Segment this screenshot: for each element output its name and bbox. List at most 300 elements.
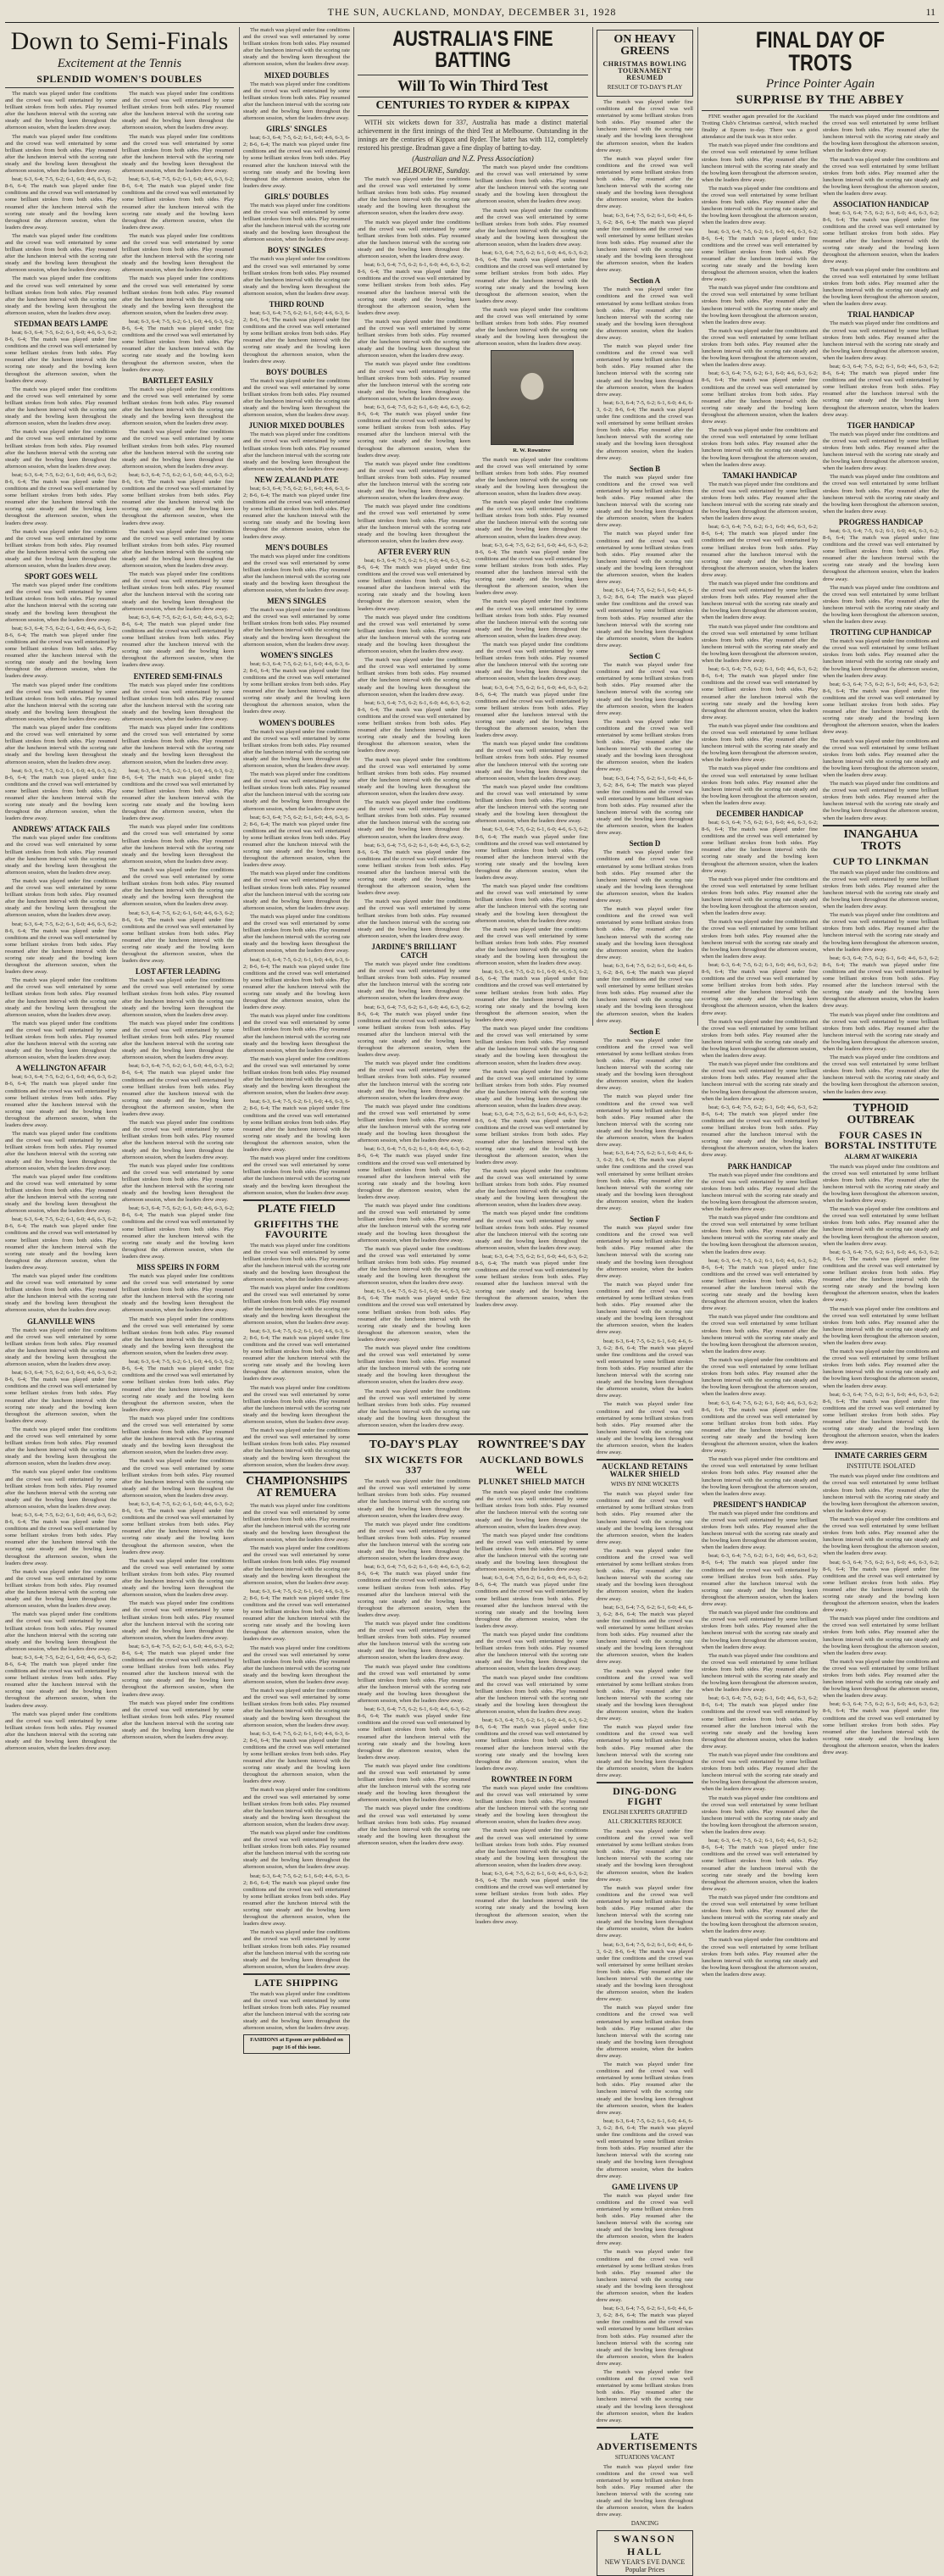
section-head: JARDINE'S BRILLIANT CATCH bbox=[371, 942, 457, 960]
body-paragraph: The match was played under fine conditions and the crowd was well entertained by some brilliant strokes from both sides. Play resumed after the luncheon interval with the scoring rate steady and the bowling keen throughout the afternoon session, when the leaders drew away. bbox=[243, 1929, 350, 1970]
body-paragraph: The match was played under fine conditions and the crowd was well entertained by some brilliant strokes from both sides. Play resumed after the luncheon interval with the scoring rate steady and the bowling keen throughout the afternoon session, when the leaders drew away. bbox=[122, 1316, 234, 1357]
cricket-deck: CENTURIES TO RYDER & KIPPAX bbox=[375, 99, 570, 112]
masthead bbox=[5, 3, 939, 23]
body-paragraph: The match was played under fine conditions and the crowd was well entertained by some brilliant strokes from both sides. Play resumed after the luncheon interval with the scoring rate steady and the bowling keen throughout the afternoon session, when the leaders drew away. bbox=[823, 1516, 939, 1557]
body-paragraph: The match was played under fine conditions and the crowd was well entertained by some brilliant strokes from both sides. Play resumed after the luncheon interval with the scoring rate steady and the bowling keen throughout the afternoon session, when the leaders drew away. bbox=[597, 1037, 693, 1092]
body-paragraph: beat; 6-3, 6-4; 7-5, 6-2; 6-1, 6-0; 4-6, 6-3, 6-2; 8-6, 6-4; The match was played under fine conditions and the crowd was well entertained by some brilliant strokes from both sides. Play resumed after the luncheon interval with the scoring rate steady and the bowling keen throughout the afternoon session, when the leaders drew away. bbox=[122, 319, 234, 373]
section-head: AFTER EVERY RUN bbox=[377, 547, 451, 556]
column-rule bbox=[697, 27, 698, 1026]
body-paragraph: beat; 6-3, 6-4; 7-5, 6-2; 6-1, 6-0; 4-6, 6-3, 6-2; 8-6, 6-4; The match was played under fine conditions and the crowd was well entertained by some brilliant strokes from both sides. Play resumed after the luncheon interval with the scoring rate steady and the bowling keen throughout the afternoon session, when the leaders drew away. bbox=[475, 684, 588, 739]
body-paragraph: The match was played under fine conditions and the crowd was well entertained by some brilliant strokes from both sides. Play resumed after the luncheon interval with the scoring rate steady and the bowling keen throughout the afternoon session, when the leaders drew away. bbox=[702, 327, 818, 369]
body-paragraph: beat; 6-3, 6-4; 7-5, 6-2; 6-1, 6-0; 4-6, 6-3, 6-2; 8-6, 6-4; The match was played under fine conditions and the crowd was well entertained by some brilliant strokes from both sides. Play resumed after the luncheon interval with the scoring rate steady and the bowling keen throughout the afternoon session, when the leaders drew away. bbox=[243, 1327, 350, 1383]
body-paragraph: The match was played under fine conditions and the crowd was well entertained by some brilliant strokes from both sides. Play resumed after the luncheon interval with the scoring rate steady and the bowling keen throughout the afternoon session, when the leaders drew away. bbox=[475, 207, 588, 248]
body-paragraph: The match was played under fine conditions and the crowd was well entertained by some brilliant strokes from both sides. Play resumed after the luncheon interval with the scoring rate steady and the bowling keen throughout the afternoon session, when the leaders drew away. bbox=[5, 133, 117, 175]
body-paragraph: The match was played under fine conditions and the crowd was well entertained by some brilliant strokes from both sides. Play resumed after the luncheon interval with the scoring rate steady and the bowling keen throughout the afternoon session, when the leaders drew away. bbox=[243, 1242, 350, 1283]
body-paragraph: The match was played under fine conditions and the crowd was well entertained by some brilliant strokes from both sides. Play resumed after the luncheon interval with the scoring rate steady and the bowling keen throughout the afternoon session, when the leaders drew away. bbox=[823, 869, 939, 910]
body-paragraph: The match was played under fine conditions and the crowd was well entertained by some brilliant strokes from both sides. Play resumed after the luncheon interval with the scoring rate steady and the bowling keen throughout the afternoon session, when the leaders drew away. bbox=[358, 614, 470, 655]
body-paragraph: The match was played under fine conditions and the crowd was well entertained by some brilliant strokes from both sides. Play resumed after the luncheon interval with the scoring rate steady and the bowling keen throughout the afternoon session, when the leaders drew away. bbox=[823, 1305, 939, 1346]
cricket-article bbox=[358, 27, 588, 1925]
inmate-body bbox=[823, 1473, 939, 1756]
body-paragraph: beat; 6-3, 6-4; 7-5, 6-2; 6-1, 6-0; 4-6, 6-3, 6-2; 8-6, 6-4; The match was played under fine conditions and the crowd was well entertained by some brilliant strokes from both sides. Play resumed after the luncheon interval with the scoring rate steady and the bowling keen throughout the afternoon session, when the leaders drew away. bbox=[823, 1559, 939, 1614]
section-head: ANDREWS' ATTACK FAILS bbox=[12, 825, 110, 834]
body-paragraph: The match was played under fine conditions and the crowd was well entertained by some brilliant strokes from both sides. Play resumed after the luncheon interval with the scoring rate steady and the bowling keen throughout the afternoon session, when the leaders drew away. bbox=[5, 232, 117, 274]
body-paragraph: The match was played under fine conditions and the crowd was well entertained by some brilliant strokes from both sides. Play resumed after the luncheon interval with the scoring rate steady and the bowling keen throughout the afternoon session, when the leaders drew away. bbox=[702, 1456, 818, 1497]
body-paragraph: The match was played under fine conditions and the crowd was well entertained by some brilliant strokes from both sides. Play resumed after the luncheon interval with the scoring rate steady and the bowling keen throughout the afternoon session, when the leaders drew away. bbox=[702, 185, 818, 226]
body-paragraph: The match was played under fine conditions and the crowd was well entertained by some brilliant strokes from both sides. Play resumed after the luncheon interval with the scoring rate steady and the bowling keen throughout the afternoon session, when the leaders drew away. bbox=[122, 386, 234, 427]
section-head: ENTERED SEMI-FINALS bbox=[133, 671, 223, 681]
body-paragraph: The match was played under fine conditions and the crowd was well entertained by some brilliant strokes from both sides. Play resumed after the luncheon interval with the scoring rate steady and the bowling keen throughout the afternoon session, when the leaders drew away. bbox=[243, 1990, 350, 2032]
body-paragraph: The match was played under fine conditions and the crowd was well entertained by some brilliant strokes from both sides. Play resumed after the luncheon interval with the scoring rate steady and the bowling keen throughout the afternoon session, when the leaders drew away. bbox=[702, 1937, 818, 1978]
body-paragraph: The match was played under fine conditions and the crowd was well entertained by some brilliant strokes from both sides. Play resumed after the luncheon interval with the scoring rate steady and the bowling keen throughout the afternoon session, when the leaders drew away. bbox=[823, 1011, 939, 1052]
typhoid-head: TYPHOID OUTBREAK bbox=[847, 1101, 915, 1127]
cricket-body-right-top bbox=[475, 164, 588, 348]
section-head: MIXED DOUBLES bbox=[264, 70, 330, 80]
body-paragraph: beat; 6-3, 6-4; 7-5, 6-2; 6-1, 6-0; 4-6, 6-3, 6-2; 8-6, 6-4; The match was played under fine conditions and the crowd was well entertained by some brilliant strokes from both sides. Play resumed after the luncheon interval with the scoring rate steady and the bowling keen throughout the afternoon session, when the leaders drew away. bbox=[475, 826, 588, 882]
plate-field-body bbox=[243, 1243, 350, 1469]
cricket-body-left bbox=[358, 176, 470, 1429]
section-head: TRIAL HANDICAP bbox=[847, 310, 914, 320]
body-paragraph: The match was played under fine conditions and the crowd was well entertained by some brilliant strokes from both sides. Play resumed after the luncheon interval with the scoring rate steady and the bowling keen throughout the afternoon session, when the leaders drew away. bbox=[358, 657, 470, 698]
body-paragraph: beat; 6-3, 6-4; 7-5, 6-2; 6-1, 6-0; 4-6, 6-3, 6-2; 8-6, 6-4; The match was played under fine conditions and the crowd was well entertained by some brilliant strokes from both sides. Play resumed after the luncheon interval with the scoring rate steady and the bowling keen throughout the afternoon session, when the leaders drew away. bbox=[475, 969, 588, 1023]
body-paragraph: beat; 6-3, 6-4; 7-5, 6-2; 6-1, 6-0; 4-6, 6-3, 6-2; 8-6, 6-4; The match was played under fine conditions and the crowd was well entertained by some brilliant strokes from both sides. Play resumed after the luncheon interval with the scoring rate steady and the bowling keen throughout the afternoon session, when the leaders drew away. bbox=[122, 471, 234, 526]
body-paragraph: The match was played under fine conditions and the crowd was well entertained by some brilliant strokes from both sides. Play resumed after the luncheon interval with the scoring rate steady and the bowling keen throughout the afternoon session, when the leaders drew away. bbox=[597, 1547, 693, 1602]
body-paragraph: The match was played under fine conditions and the crowd was well entertained by some brilliant strokes from both sides. Play resumed after the luncheon interval with the scoring rate steady and the bowling keen throughout the afternoon session, when the leaders drew away. bbox=[243, 1502, 350, 1544]
column-rule bbox=[592, 27, 593, 1026]
body-paragraph: The match was played under fine conditions and the crowd was well entertained by some brilliant strokes from both sides. Play resumed after the luncheon interval with the scoring rate steady and the bowling keen throughout the afternoon session, when the leaders drew away. bbox=[122, 1120, 234, 1160]
body-paragraph: beat; 6-3, 6-4; 7-5, 6-2; 6-1, 6-0; 4-6, 6-3, 6-2; 8-6, 6-4; The match was played under fine conditions and the crowd was well entertained by some brilliant strokes from both sides. Play resumed after the luncheon interval with the scoring rate steady and the bowling keen throughout the afternoon session, when the leaders drew away. bbox=[5, 921, 117, 976]
body-paragraph: The match was played under fine conditions and the crowd was well entertained by some brilliant strokes from both sides. Play resumed after the luncheon interval with the scoring rate steady and the bowling keen throughout the afternoon session, when the leaders drew away. bbox=[358, 1060, 470, 1101]
newspaper-page bbox=[5, 3, 939, 2573]
body-paragraph: The match was played under fine conditions and the crowd was well entertained by some brilliant strokes from both sides. Play resumed after the luncheon interval with the scoring rate steady and the bowling keen throughout the afternoon session, when the leaders drew away. bbox=[597, 287, 693, 341]
body-paragraph: The match was played under fine conditions and the crowd was well entertained by some brilliant strokes from both sides. Play resumed after the luncheon interval with the scoring rate steady and the bowling keen throughout the afternoon session, when the leaders drew away. bbox=[5, 582, 117, 623]
body-paragraph: beat; 6-3, 6-4; 7-5, 6-2; 6-1, 6-0; 4-6, 6-3, 6-2; 8-6, 6-4; The match was played under fine conditions and the crowd was well entertained by some brilliant strokes from both sides. Play resumed after the luncheon interval with the scoring rate steady and the bowling keen throughout the afternoon session, when the leaders drew away. bbox=[702, 524, 818, 578]
body-paragraph: The match was played under fine conditions and the crowd was well entertained by some brilliant strokes from both sides. Play resumed after the luncheon interval with the scoring rate steady and the bowling keen throughout the afternoon session, when the leaders drew away. bbox=[243, 871, 350, 911]
section-head: GIRLS' SINGLES bbox=[266, 125, 327, 134]
body-paragraph: beat; 6-3, 6-4; 7-5, 6-2; 6-1, 6-0; 4-6, 6-3, 6-2; 8-6, 6-4; The match was played under fine conditions and the crowd was well entertained by some brilliant strokes from both sides. Play resumed after the luncheon interval with the scoring rate steady and the bowling keen throughout the afternoon session, when the leaders drew away. bbox=[823, 1249, 939, 1304]
body-paragraph: The match was played under fine conditions and the crowd was well entertained by some brilliant strokes from both sides. Play resumed after the luncheon interval with the scoring rate steady and the bowling keen throughout the afternoon session, when the leaders drew away. bbox=[597, 1828, 693, 1883]
section-head: PRESIDENT'S HANDICAP bbox=[713, 1499, 807, 1509]
body-paragraph: beat; 6-3, 6-4; 7-5, 6-2; 6-1, 6-0; 4-6, 6-3, 6-2; 8-6, 6-4; The match was played under fine conditions and the crowd was well entertained by some brilliant strokes from both sides. Play resumed after the luncheon interval with the scoring rate steady and the bowling keen throughout the afternoon session, when the leaders drew away. bbox=[475, 1871, 588, 1925]
column-rule bbox=[353, 27, 354, 1026]
body-paragraph: The match was played under fine conditions and the crowd was well entertained by some brilliant strokes from both sides. Play resumed after the luncheon interval with the scoring rate steady and the bowling keen throughout the afternoon session, when the leaders drew away. bbox=[358, 1762, 470, 1804]
dancing-head: DANCING bbox=[630, 2519, 659, 2527]
section-head: MEN'S DOUBLES bbox=[265, 542, 328, 552]
portrait-photo bbox=[491, 350, 574, 445]
body-paragraph: The match was played under fine conditions and the crowd was well entertained by some brilliant strokes from both sides. Play resumed after the luncheon interval with the scoring rate steady and the bowling keen throughout the afternoon session, when the leaders drew away. bbox=[475, 1784, 588, 1826]
rowntree-day-head: ROWNTREE'S DAY bbox=[477, 1438, 586, 1452]
tennis-results-body bbox=[243, 27, 350, 1197]
body-paragraph: beat; 6-3, 6-4; 7-5, 6-2; 6-1, 6-0; 4-6, 6-3, 6-2; 8-6, 6-4; The match was played under fine conditions and the crowd was well entertained by some brilliant strokes from both sides. Play resumed after the luncheon interval with the scoring rate steady and the bowling keen throughout the afternoon session, when the leaders drew away. bbox=[475, 1111, 588, 1166]
body-paragraph: The match was played under fine conditions and the crowd was well entertained by some brilliant strokes from both sides. Play resumed after the luncheon interval with the scoring rate steady and the bowling keen throughout the afternoon session, when the leaders drew away. bbox=[702, 1610, 818, 1650]
body-paragraph: The match was played under fine conditions and the crowd was well entertained by some brilliant strokes from both sides. Play resumed after the luncheon interval with the scoring rate steady and the bowling keen throughout the afternoon session, when the leaders drew away. bbox=[358, 1203, 470, 1243]
body-paragraph: beat; 6-3, 6-4; 7-5, 6-2; 6-1, 6-0; 4-6, 6-3, 6-2; 8-6, 6-4; The match was played under fine conditions and the crowd was well entertained by some brilliant strokes from both sides. Play resumed after the luncheon interval with the scoring rate steady and the bowling keen throughout the afternoon session, when the leaders drew away. bbox=[597, 2117, 693, 2179]
body-paragraph: The match was played under fine conditions and the crowd was well entertained by some brilliant strokes from both sides. Play resumed after the luncheon interval with the scoring rate steady and the bowling keen throughout the afternoon session, when the leaders drew away. bbox=[358, 504, 470, 544]
body-paragraph: The match was played under fine conditions and the crowd was well entertained by some brilliant strokes from both sides. Play resumed after the luncheon interval with the scoring rate steady and the bowling keen throughout the afternoon session, when the leaders drew away. bbox=[597, 2061, 693, 2116]
body-paragraph: beat; 6-3, 6-4; 7-5, 6-2; 6-1, 6-0; 4-6, 6-3, 6-2; 8-6, 6-4; The match was played under fine conditions and the crowd was well entertained by some brilliant strokes from both sides. Play resumed after the luncheon interval with the scoring rate steady and the bowling keen throughout the afternoon session, when the leaders drew away. bbox=[243, 1872, 350, 1928]
body-paragraph: The match was played under fine conditions and the crowd was well entertained by some brilliant strokes from both sides. Play resumed after the luncheon interval with the scoring rate steady and the bowling keen throughout the afternoon session, when the leaders drew away. bbox=[358, 1103, 470, 1144]
body-paragraph: The match was played under fine conditions and the crowd was well entertained by some brilliant strokes from both sides. Play resumed after the luncheon interval with the scoring rate steady and the bowling keen throughout the afternoon session, when the leaders drew away. bbox=[597, 1093, 693, 1149]
body-paragraph: beat; 6-3, 6-4; 7-5, 6-2; 6-1, 6-0; 4-6, 6-3, 6-2; 8-6, 6-4; The match was played under fine conditions and the crowd was well entertained by some brilliant strokes from both sides. Play resumed after the luncheon interval with the scoring rate steady and the bowling keen throughout the afternoon session, when the leaders drew away. bbox=[358, 1146, 470, 1201]
body-paragraph: The match was played under fine conditions and the crowd was well entertained by some brilliant strokes from both sides. Play resumed after the luncheon interval with the scoring rate steady and the bowling keen throughout the afternoon session, when the leaders drew away. bbox=[358, 756, 470, 797]
section-head: Section A bbox=[629, 276, 661, 286]
body-paragraph: beat; 6-3, 6-4; 7-5, 6-2; 6-1, 6-0; 4-6, 6-3, 6-2; 8-6, 6-4; The match was played under fine conditions and the crowd was well entertained by some brilliant strokes from both sides. Play resumed after the luncheon interval with the scoring rate steady and the bowling keen throughout the afternoon session, when the leaders drew away. bbox=[823, 527, 939, 582]
body-paragraph: The match was played under fine conditions and the crowd was well entertained by some brilliant strokes from both sides. Play resumed after the luncheon interval with the scoring rate steady and the bowling keen throughout the afternoon session, when the leaders drew away. bbox=[597, 662, 693, 716]
hall-prices: Popular Prices bbox=[625, 2565, 665, 2573]
body-paragraph: beat; 6-3, 6-4; 7-5, 6-2; 6-1, 6-0; 4-6, 6-3, 6-2; 8-6, 6-4; The match was played under fine conditions and the crowd was well entertained by some brilliant strokes from both sides. Play resumed after the luncheon interval with the scoring rate steady and the bowling keen throughout the afternoon session, when the leaders drew away. bbox=[823, 1701, 939, 1756]
bowling-column bbox=[597, 27, 698, 2573]
trots-body-right bbox=[823, 114, 939, 822]
body-paragraph: beat; 6-3, 6-4; 7-5, 6-2; 6-1, 6-0; 4-6, 6-3, 6-2; 8-6, 6-4; The match was played under fine conditions and the crowd was well entertained by some brilliant strokes from both sides. Play resumed after the luncheon interval with the scoring rate steady and the bowling keen throughout the afternoon session, when the leaders drew away. bbox=[823, 954, 939, 1010]
body-paragraph: The match was played under fine conditions and the crowd was well entertained by some brilliant strokes from both sides. Play resumed after the luncheon interval with the scoring rate steady and the bowling keen throughout the afternoon session, when the leaders drew away. bbox=[597, 2249, 693, 2304]
game-livens-body bbox=[597, 2193, 693, 2424]
body-paragraph: beat; 6-3, 6-4; 7-5, 6-2; 6-1, 6-0; 4-6, 6-3, 6-2; 8-6, 6-4; The match was played under fine conditions and the crowd was well entertained by some brilliant strokes from both sides. Play resumed after the luncheon interval with the scoring rate steady and the bowling keen throughout the afternoon session, when the leaders drew away. bbox=[243, 485, 350, 540]
body-paragraph: beat; 6-3, 6-4; 7-5, 6-2; 6-1, 6-0; 4-6, 6-3, 6-2; 8-6, 6-4; The match was played under fine conditions and the crowd was well entertained by some brilliant strokes from both sides. Play resumed after the luncheon interval with the scoring rate steady and the bowling keen throughout the afternoon session, when the leaders drew away. bbox=[358, 404, 470, 459]
body-paragraph: beat; 6-3, 6-4; 7-5, 6-2; 6-1, 6-0; 4-6, 6-3, 6-2; 8-6, 6-4; The match was played under fine conditions and the crowd was well entertained by some brilliant strokes from both sides. Play resumed after the luncheon interval with the scoring rate steady and the bowling keen throughout the afternoon session, when the leaders drew away. bbox=[475, 542, 588, 597]
body-paragraph: The match was played under fine conditions and the crowd was well entertained by some brilliant strokes from both sides. Play resumed after the luncheon interval with the scoring rate steady and the bowling keen throughout the afternoon session, when the leaders drew away. bbox=[702, 623, 818, 665]
body-paragraph: beat; 6-3, 6-4; 7-5, 6-2; 6-1, 6-0; 4-6, 6-3, 6-2; 8-6, 6-4; The match was played under fine conditions and the crowd was well entertained by some brilliant strokes from both sides. Play resumed after the luncheon interval with the scoring rate steady and the bowling keen throughout the afternoon session, when the leaders drew away. bbox=[597, 1941, 693, 2003]
body-paragraph: beat; 6-3, 6-4; 7-5, 6-2; 6-1, 6-0; 4-6, 6-3, 6-2; 8-6, 6-4; The match was played under fine conditions and the crowd was well entertained by some brilliant strokes from both sides. Play resumed after the luncheon interval with the scoring rate steady and the bowling keen throughout the afternoon session, when the leaders drew away. bbox=[702, 370, 818, 426]
body-paragraph: The match was played under fine conditions and the crowd was well entertained by some brilliant strokes from both sides. Play resumed after the luncheon interval with the scoring rate steady and the bowling keen throughout the afternoon session, when the leaders drew away. bbox=[597, 343, 693, 398]
championships-head: CHAMPIONSHIPS AT REMUERA bbox=[246, 1474, 347, 1499]
body-paragraph: The match was played under fine conditions and the crowd was well entertained by some brilliant strokes from both sides. Play resumed after the luncheon interval with the scoring rate steady and the bowling keen throughout the afternoon session, when the leaders drew away. bbox=[243, 771, 350, 812]
body-paragraph: The match was played under fine conditions and the crowd was well entertained by some brilliant strokes from both sides. Play resumed after the luncheon interval with the scoring rate steady and the bowling keen throughout the afternoon session, when the leaders drew away. bbox=[702, 919, 818, 960]
body-paragraph: beat; 6-3, 6-4; 7-5, 6-2; 6-1, 6-0; 4-6, 6-3, 6-2; 8-6, 6-4; The match was played under fine conditions and the crowd was well entertained by some brilliant strokes from both sides. Play resumed after the luncheon interval with the scoring rate steady and the bowling keen throughout the afternoon session, when the leaders drew away. bbox=[702, 1553, 818, 1608]
body-paragraph: beat; 6-3, 6-4; 7-5, 6-2; 6-1, 6-0; 4-6, 6-3, 6-2; 8-6, 6-4; The match was played under fine conditions and the crowd was well entertained by some brilliant strokes from both sides. Play resumed after the luncheon interval with the scoring rate steady and the bowling keen throughout the afternoon session, when the leaders drew away. bbox=[5, 1074, 117, 1129]
section-head: TIGER HANDICAP bbox=[847, 420, 915, 430]
body-paragraph: The match was played under fine conditions and the crowd was well entertained by some brilliant strokes from both sides. Play resumed after the luncheon interval with the scoring rate steady and the bowling keen throughout the afternoon session, when the leaders drew away. bbox=[5, 1711, 117, 1752]
section-head: NEW ZEALAND PLATE bbox=[254, 475, 339, 484]
body-paragraph: The match was played under fine conditions and the crowd was well entertained by some brilliant strokes from both sides. Play resumed after the luncheon interval with the scoring rate steady and the bowling keen throughout the afternoon session, when the leaders drew away. bbox=[702, 1018, 818, 1060]
section-head: Section F bbox=[630, 1215, 660, 1224]
body-paragraph: The match was played under fine conditions and the crowd was well entertained by some brilliant strokes from both sides. Play resumed after the luncheon interval with the scoring rate steady and the bowling keen throughout the afternoon session, when the leaders drew away. bbox=[597, 1884, 693, 1939]
body-paragraph: The match was played under fine conditions and the crowd was well entertained by some brilliant strokes from both sides. Play resumed after the luncheon interval with the scoring rate steady and the bowling keen throughout the afternoon session, when the leaders drew away. bbox=[597, 2005, 693, 2059]
body-paragraph: The match was played under fine conditions and the crowd was well entertained by some brilliant strokes from both sides. Play resumed after the luncheon interval with the scoring rate steady and the bowling keen throughout the afternoon session, when the leaders drew away. bbox=[358, 960, 470, 1002]
body-paragraph: The match was played under fine conditions and the crowd was well entertained by some brilliant strokes from both sides. Play resumed after the luncheon interval with the scoring rate steady and the bowling keen throughout the afternoon session, when the leaders drew away. bbox=[597, 906, 693, 960]
body-paragraph: beat; 6-3, 6-4; 7-5, 6-2; 6-1, 6-0; 4-6, 6-3, 6-2; 8-6, 6-4; The match was played under fine conditions and the crowd was well entertained by some brilliant strokes from both sides. Play resumed after the luncheon interval with the scoring rate steady and the bowling keen throughout the afternoon session, when the leaders drew away. bbox=[597, 1604, 693, 1666]
body-paragraph: beat; 6-3, 6-4; 7-5, 6-2; 6-1, 6-0; 4-6, 6-3, 6-2; 8-6, 6-4; The match was played under fine conditions and the crowd was well entertained by some brilliant strokes from both sides. Play resumed after the luncheon interval with the scoring rate steady and the bowling keen throughout the afternoon session, when the leaders drew away. bbox=[358, 1706, 470, 1761]
body-paragraph: The match was played under fine conditions and the crowd was well entertained by some brilliant strokes from both sides. Play resumed after the luncheon interval with the scoring rate steady and the bowling keen throughout the afternoon session, when the leaders drew away. bbox=[702, 1752, 818, 1793]
body-paragraph: The match was played under fine conditions and the crowd was well entertained by some brilliant strokes from both sides. Play resumed after the luncheon interval with the scoring rate steady and the bowling keen throughout the afternoon session, when the leaders drew away. bbox=[5, 1469, 117, 1510]
body-paragraph: beat; 6-3, 6-4; 7-5, 6-2; 6-1, 6-0; 4-6, 6-3, 6-2; 8-6, 6-4; The match was played under fine conditions and the crowd was well entertained by some brilliant strokes from both sides. Play resumed after the luncheon interval with the scoring rate steady and the bowling keen throughout the afternoon session, when the leaders drew away. bbox=[597, 962, 693, 1024]
hall-event: NEW YEAR'S EVE DANCE bbox=[604, 2557, 686, 2566]
body-paragraph: beat; 6-3, 6-4; 7-5, 6-2; 6-1, 6-0; 4-6, 6-3, 6-2; 8-6, 6-4; The match was played under fine conditions and the crowd was well entertained by some brilliant strokes from both sides. Play resumed after the luncheon interval with the scoring rate steady and the bowling keen throughout the afternoon session, when the leaders drew away. bbox=[5, 176, 117, 231]
body-paragraph: The match was played under fine conditions and the crowd was well entertained by some brilliant strokes from both sides. Play resumed after the luncheon interval with the scoring rate steady and the bowling keen throughout the afternoon session, when the leaders drew away. bbox=[475, 456, 588, 497]
body-paragraph: The match was played under fine conditions and the crowd was well entertained by some brilliant strokes from both sides. Play resumed after the luncheon interval with the scoring rate steady and the bowling keen throughout the afternoon session, when the leaders drew away. bbox=[702, 1314, 818, 1355]
body-paragraph: beat; 6-3, 6-4; 7-5, 6-2; 6-1, 6-0; 4-6, 6-3, 6-2; 8-6, 6-4; The match was played under fine conditions and the crowd was well entertained by some brilliant strokes from both sides. Play resumed after the luncheon interval with the scoring rate steady and the bowling keen throughout the afternoon session, when the leaders drew away. bbox=[702, 820, 818, 874]
section-head: SPORT GOES WELL bbox=[25, 572, 97, 581]
body-paragraph: The match was played under fine conditions and the crowd was well entertained by some brilliant strokes from both sides. Play resumed after the luncheon interval with the scoring rate steady and the bowling keen throughout the afternoon session, when the leaders drew away. bbox=[475, 1532, 588, 1573]
body-paragraph: The match was played under fine conditions and the crowd was well entertained by some brilliant strokes from both sides. Play resumed after the luncheon interval with the scoring rate steady and the bowling keen throughout the afternoon session, when the leaders drew away. bbox=[243, 202, 350, 243]
body-paragraph: The match was played under fine conditions and the crowd was well entertained by some brilliant strokes from both sides. Play resumed after the luncheon interval with the scoring rate steady and the bowling keen throughout the afternoon session, when the leaders drew away. bbox=[475, 1489, 588, 1530]
body-paragraph: The match was played under fine conditions and the crowd was well entertained by some brilliant strokes from both sides. Play resumed after the luncheon interval with the scoring rate steady and the bowling keen throughout the afternoon session, when the leaders drew away. bbox=[122, 1600, 234, 1641]
body-paragraph: The match was played under fine conditions and the crowd was well entertained by some brilliant strokes from both sides. Play resumed after the luncheon interval with the scoring rate steady and the bowling keen throughout the afternoon session, when the leaders drew away. bbox=[702, 581, 818, 621]
section-head: BOYS' DOUBLES bbox=[265, 367, 328, 376]
body-paragraph: beat; 6-3, 6-4; 7-5, 6-2; 6-1, 6-0; 4-6, 6-3, 6-2; 8-6, 6-4; The match was played under fine conditions and the crowd was well entertained by some brilliant strokes from both sides. Play resumed after the luncheon interval with the scoring rate steady and the bowling keen throughout the afternoon session, when the leaders drew away. bbox=[358, 699, 470, 754]
section-head: MISS SPEIRS IN FORM bbox=[136, 1263, 219, 1271]
body-paragraph: The match was played under fine conditions and the crowd was well entertained by some brilliant strokes from both sides. Play resumed after the luncheon interval with the scoring rate steady and the bowling keen throughout the afternoon session, when the leaders drew away. bbox=[702, 427, 818, 468]
body-paragraph: The match was played under fine conditions and the crowd was well entertained by some brilliant strokes from both sides. Play resumed after the luncheon interval with the scoring rate steady and the bowling keen throughout the afternoon session, when the leaders drew away. bbox=[122, 429, 234, 470]
column-rule bbox=[239, 27, 240, 1026]
section-head: Section B bbox=[629, 464, 661, 473]
body-paragraph: beat; 6-3, 6-4; 7-5, 6-2; 6-1, 6-0; 4-6, 6-3, 6-2; 8-6, 6-4; The match was played under fine conditions and the crowd was well entertained by some brilliant strokes from both sides. Play resumed after the luncheon interval with the scoring rate steady and the bowling keen throughout the afternoon session, when the leaders drew away. bbox=[5, 471, 117, 526]
body-paragraph: beat; 6-3, 6-4; 7-5, 6-2; 6-1, 6-0; 4-6, 6-3, 6-2; 8-6, 6-4; The match was played under fine conditions and the crowd was well entertained by some brilliant strokes from both sides. Play resumed after the luncheon interval with the scoring rate steady and the bowling keen throughout the afternoon session, when the leaders drew away. bbox=[243, 660, 350, 715]
inangahua-sub: CUP TO LINKMAN bbox=[832, 854, 930, 867]
body-paragraph: beat; 6-3, 6-4; 7-5, 6-2; 6-1, 6-0; 4-6, 6-3, 6-2; 8-6, 6-4; The match was played under fine conditions and the crowd was well entertained by some brilliant strokes from both sides. Play resumed after the luncheon interval with the scoring rate steady and the bowling keen throughout the afternoon session, when the leaders drew away. bbox=[243, 1730, 350, 1785]
body-paragraph: The match was played under fine conditions and the crowd was well entertained by some brilliant strokes from both sides. Play resumed after the luncheon interval with the scoring rate steady and the bowling keen throughout the afternoon session, when the leaders drew away. bbox=[702, 1061, 818, 1102]
championships-body bbox=[243, 1503, 350, 1971]
section-head: PROGRESS HANDICAP bbox=[838, 517, 924, 526]
typhoid-sub: FOUR CASES IN BORSTAL INSTITUTE bbox=[825, 1128, 937, 1151]
section-head: STEDMAN BEATS LAMPE bbox=[14, 320, 108, 328]
body-paragraph: The match was played under fine conditions and the crowd was well entertained by some brilliant strokes from both sides. Play resumed after the luncheon interval with the scoring rate steady and the bowling keen throughout the afternoon session, when the leaders drew away. bbox=[243, 553, 350, 594]
inmate-head: INMATE CARRIES GERM bbox=[834, 1451, 928, 1460]
section-head: TROTTING CUP HANDICAP bbox=[830, 628, 932, 637]
trots-headline: FINAL DAY OF TROTS bbox=[755, 27, 886, 75]
body-paragraph: The match was played under fine conditions and the crowd was well entertained by some brilliant strokes from both sides. Play resumed after the luncheon interval with the scoring rate steady and the bowling keen throughout the afternoon session, when the leaders drew away. bbox=[5, 528, 117, 570]
section-head: A WELLINGTON AFFAIR bbox=[15, 1064, 107, 1073]
tennis-results bbox=[243, 27, 350, 2050]
body-paragraph: The match was played under fine conditions and the crowd was well entertained by some brilliant strokes from both sides. Play resumed after the luncheon interval with the scoring rate steady and the bowling keen throughout the afternoon session, when the leaders drew away. bbox=[475, 783, 588, 825]
body-paragraph: beat; 6-3, 6-4; 7-5, 6-2; 6-1, 6-0; 4-6, 6-3, 6-2; 8-6, 6-4; The match was played under fine conditions and the crowd was well entertained by some brilliant strokes from both sides. Play resumed after the luncheon interval with the scoring rate steady and the bowling keen throughout the afternoon session, when the leaders drew away. bbox=[243, 135, 350, 189]
hall-name-left: SWANSON bbox=[614, 2532, 676, 2545]
body-paragraph: The match was played under fine conditions and the crowd was well entertained by some brilliant strokes from both sides. Play resumed after the luncheon interval with the scoring rate steady and the bowling keen throughout the afternoon session, when the leaders drew away. bbox=[122, 91, 234, 131]
section-head: GLANVILLE WINS bbox=[26, 1316, 96, 1326]
body-paragraph: beat; 6-3, 6-4; 7-5, 6-2; 6-1, 6-0; 4-6, 6-3, 6-2; 8-6, 6-4; The match was played under fine conditions and the crowd was well entertained by some brilliant strokes from both sides. Play resumed after the luncheon interval with the scoring rate steady and the bowling keen throughout the afternoon session, when the leaders drew away. bbox=[122, 614, 234, 669]
section-head: THIRD ROUND bbox=[269, 300, 325, 309]
body-paragraph: The match was played under fine conditions and the crowd was well entertained by some brilliant strokes from both sides. Play resumed after the luncheon interval with the scoring rate steady and the bowling keen throughout the afternoon session, when the leaders drew away. bbox=[597, 1491, 693, 1545]
body-paragraph: The match was played under fine conditions and the crowd was well entertained by some brilliant strokes from both sides. Play resumed after the luncheon interval with the scoring rate steady and the bowling keen throughout the afternoon session, when the leaders drew away. bbox=[475, 598, 588, 639]
body-paragraph: The match was played under fine conditions and the crowd was well entertained by some brilliant strokes from both sides. Play resumed after the luncheon interval with the scoring rate steady and the bowling keen throughout the afternoon session, when the leaders drew away. bbox=[597, 474, 693, 529]
body-paragraph: The match was played under fine conditions and the crowd was well entertained by some brilliant strokes from both sides. Play resumed after the luncheon interval with the scoring rate steady and the bowling keen throughout the afternoon session, when the leaders drew away. bbox=[243, 1055, 350, 1097]
section-head: WOMEN'S SINGLES bbox=[260, 650, 333, 659]
body-paragraph: The match was played under fine conditions and the crowd was well entertained by some brilliant strokes from both sides. Play resumed after the luncheon interval with the scoring rate steady and the bowling keen throughout the afternoon session, when the leaders drew away. bbox=[823, 1206, 939, 1247]
body-paragraph: The match was played under fine conditions and the crowd was well entertained by some brilliant strokes from both sides. Play resumed after the luncheon interval with the scoring rate steady and the bowling keen throughout the afternoon session, when the leaders drew away. bbox=[122, 232, 234, 274]
body-paragraph: The match was played under fine conditions and the crowd was well entertained by some brilliant strokes from both sides. Play resumed after the luncheon interval with the scoring rate steady and the bowling keen throughout the afternoon session, when the leaders drew away. bbox=[5, 91, 117, 131]
rowntree-body bbox=[475, 1489, 588, 1772]
hall-name-right: HALL bbox=[626, 2545, 663, 2557]
body-paragraph: beat; 6-3, 6-4; 7-5, 6-2; 6-1, 6-0; 4-6, 6-3, 6-2; 8-6, 6-4; The match was played under fine conditions and the crowd was well entertained by some brilliant strokes from both sides. Play resumed after the luncheon interval with the scoring rate steady and the bowling keen throughout the afternoon session, when the leaders drew away. bbox=[358, 1288, 470, 1343]
press-association: (Australian and N.Z. Press Association) bbox=[412, 154, 534, 163]
body-paragraph: The match was played under fine conditions and the crowd was well entertained by some brilliant strokes from both sides. Play resumed after the luncheon interval with the scoring rate steady and the bowling keen throughout the afternoon session, when the leaders drew away. bbox=[5, 1273, 117, 1314]
body-paragraph: beat; 6-3, 6-4; 7-5, 6-2; 6-1, 6-0; 4-6, 6-3, 6-2; 8-6, 6-4; The match was played under fine conditions and the crowd was well entertained by some brilliant strokes from both sides. Play resumed after the luncheon interval with the scoring rate steady and the bowling keen throughout the afternoon session, when the leaders drew away. bbox=[122, 910, 234, 965]
body-paragraph: The match was played under fine conditions and the crowd was well entertained by some brilliant strokes from both sides. Play resumed after the luncheon interval with the scoring rate steady and the bowling keen throughout the afternoon session, when the leaders drew away. bbox=[823, 474, 939, 515]
body-paragraph: beat; 6-3, 6-4; 7-5, 6-2; 6-1, 6-0; 4-6, 6-3, 6-2; 8-6, 6-4; The match was played under fine conditions and the crowd was well entertained by some brilliant strokes from both sides. Play resumed after the luncheon interval with the scoring rate steady and the bowling keen throughout the afternoon session, when the leaders drew away. bbox=[358, 557, 470, 612]
body-paragraph: beat; 6-3, 6-4; 7-5, 6-2; 6-1, 6-0; 4-6, 6-3, 6-2; 8-6, 6-4; The match was played under fine conditions and the crowd was well entertained by some brilliant strokes from both sides. Play resumed after the luncheon interval with the scoring rate steady and the bowling keen throughout the afternoon session, when the leaders drew away. bbox=[243, 956, 350, 1011]
body-paragraph: The match was played under fine conditions and the crowd was well entertained by some brilliant strokes from both sides. Play resumed after the luncheon interval with the scoring rate steady and the bowling keen throughout the afternoon session, when the leaders drew away. bbox=[5, 1173, 117, 1215]
body-paragraph: beat; 6-3, 6-4; 7-5, 6-2; 6-1, 6-0; 4-6, 6-3, 6-2; 8-6, 6-4; The match was played under fine conditions and the crowd was well entertained by some brilliant strokes from both sides. Play resumed after the luncheon interval with the scoring rate steady and the bowling keen throughout the afternoon session, when the leaders drew away. bbox=[702, 228, 818, 283]
tennis-body-left bbox=[5, 91, 117, 1754]
body-paragraph: The match was played under fine conditions and the crowd was well entertained by some brilliant strokes from both sides. Play resumed after the luncheon interval with the scoring rate steady and the bowling keen throughout the afternoon session, when the leaders drew away. bbox=[823, 431, 939, 472]
body-paragraph: The match was played under fine conditions and the crowd was well entertained by some brilliant strokes from both sides. Play resumed after the luncheon interval with the scoring rate steady and the bowling keen throughout the afternoon session, when the leaders drew away. bbox=[243, 1545, 350, 1586]
body-paragraph: The match was played under fine conditions and the crowd was well entertained by some brilliant strokes from both sides. Play resumed after the luncheon interval with the scoring rate steady and the bowling keen throughout the afternoon session, when the leaders drew away. bbox=[823, 1658, 939, 1700]
body-paragraph: The match was played under fine conditions and the crowd was well entertained by some brilliant strokes from both sides. Play resumed after the luncheon interval with the scoring rate steady and the bowling keen throughout the afternoon session, when the leaders drew away. bbox=[358, 1478, 470, 1519]
section-head: WOMEN'S DOUBLES bbox=[258, 718, 335, 727]
body-paragraph: beat; 6-3, 6-4; 7-5, 6-2; 6-1, 6-0; 4-6, 6-3, 6-2; 8-6, 6-4; The match was played under fine conditions and the crowd was well entertained by some brilliant strokes from both sides. Play resumed after the luncheon interval with the scoring rate steady and the bowling keen throughout the afternoon session, when the leaders drew away. bbox=[5, 1216, 117, 1271]
section-head: MEN'S SINGLES bbox=[267, 597, 326, 606]
body-paragraph: The match was played under fine conditions and the crowd was well entertained by some brilliant strokes from both sides. Play resumed after the luncheon interval with the scoring rate steady and the bowling keen throughout the afternoon session, when the leaders drew away. bbox=[358, 176, 470, 217]
body-paragraph: The match was played under fine conditions and the crowd was well entertained by some brilliant strokes from both sides. Play resumed after the luncheon interval with the scoring rate steady and the bowling keen throughout the afternoon session, when the leaders drew away. bbox=[5, 275, 117, 316]
auckland-bowls-head: AUCKLAND BOWLS WELL bbox=[479, 1454, 585, 1477]
section-head: LOST AFTER LEADING bbox=[135, 967, 221, 976]
body-paragraph: The match was played under fine conditions and the crowd was well entertained by some brilliant strokes from both sides. Play resumed after the luncheon interval with the scoring rate steady and the bowling keen throughout the afternoon session, when the leaders drew away. bbox=[475, 1068, 588, 1110]
body-paragraph: The match was played under fine conditions and the crowd was well entertained by some brilliant strokes from both sides. Play resumed after the luncheon interval with the scoring rate steady and the bowling keen throughout the afternoon session, when the leaders drew away. bbox=[122, 1458, 234, 1499]
rowntree-form-head: ROWNTREE IN FORM bbox=[491, 1774, 573, 1783]
inangahua-head: INANGAHUA TROTS bbox=[843, 827, 919, 853]
section-head: BARTLEET EASILY bbox=[142, 376, 214, 385]
trots-lede: FINE weather again prevailed for the Auckland Trotting Club's Christmas carnival, which reached finality at Epsom to-day. There was a good attendance and the track was in nice order. bbox=[702, 114, 818, 141]
cricket-lede: WITH six wickets down for 337, Australia has made a distinct material achievement in the first innings of the third Test at Melbourne. Outstanding in the innings are the centuries of Kippax and Ryder. The latter has with 112, completely restored his prestige. Bradman gave a fine display of batting to-day. bbox=[358, 119, 588, 152]
body-paragraph: The match was played under fine conditions and the crowd was well entertained by some brilliant strokes from both sides. Play resumed after the luncheon interval with the scoring rate steady and the bowling keen throughout the afternoon session, when the leaders drew away. bbox=[823, 1054, 939, 1095]
body-paragraph: The match was played under fine conditions and the crowd was well entertained by some brilliant strokes from both sides. Play resumed after the luncheon interval with the scoring rate steady and the bowling keen throughout the afternoon session, when the leaders drew away. bbox=[823, 638, 939, 679]
masthead-title: THE SUN, AUCKLAND, MONDAY, DECEMBER 31, 1928 bbox=[327, 6, 617, 18]
body-paragraph: The match was played under fine conditions and the crowd was well entertained by some brilliant strokes from both sides. Play resumed after the luncheon interval with the scoring rate steady and the bowling keen throughout the afternoon session, when the leaders drew away. bbox=[597, 155, 693, 210]
body-paragraph: The match was played under fine conditions and the crowd was well entertained by some brilliant strokes from both sides. Play resumed after the luncheon interval with the scoring rate steady and the bowling keen throughout the afternoon session, when the leaders drew away. bbox=[358, 1388, 470, 1429]
body-paragraph: The match was played under fine conditions and the crowd was well entertained by some brilliant strokes from both sides. Play resumed after the luncheon interval with the scoring rate steady and the bowling keen throughout the afternoon session, when the leaders drew away. bbox=[823, 266, 939, 308]
cricket-body-right bbox=[475, 457, 588, 1309]
body-paragraph: The match was played under fine conditions and the crowd was well entertained by some brilliant strokes from both sides. Play resumed after the luncheon interval with the scoring rate steady and the bowling keen throughout the afternoon session, when the leaders drew away. bbox=[5, 1020, 117, 1061]
situations-body bbox=[597, 2464, 693, 2519]
plunket-head: PLUNKET SHIELD MATCH bbox=[478, 1477, 586, 1487]
body-paragraph: The match was played under fine conditions and the crowd was well entertained by some brilliant strokes from both sides. Play resumed after the luncheon interval with the scoring rate steady and the bowling keen throughout the afternoon session, when the leaders drew away. bbox=[823, 1616, 939, 1656]
section-head: Section E bbox=[629, 1027, 661, 1036]
body-paragraph: The match was played under fine conditions and the crowd was well entertained by some brilliant strokes from both sides. Play resumed after the luncheon interval with the scoring rate steady and the bowling keen throughout the afternoon session, when the leaders drew away. bbox=[597, 2192, 693, 2247]
situations-head: SITUATIONS VACANT bbox=[614, 2453, 675, 2461]
todays-play-body bbox=[358, 1478, 470, 1847]
body-paragraph: The match was played under fine conditions and the crowd was well entertained by some brilliant strokes from both sides. Play resumed after the luncheon interval with the scoring rate steady and the bowling keen throughout the afternoon session, when the leaders drew away. bbox=[823, 584, 939, 626]
body-paragraph: beat; 6-3, 6-4; 7-5, 6-2; 6-1, 6-0; 4-6, 6-3, 6-2; 8-6, 6-4; The match was played under fine conditions and the crowd was well entertained by some brilliant strokes from both sides. Play resumed after the luncheon interval with the scoring rate steady and the bowling keen throughout the afternoon session, when the leaders drew away. bbox=[5, 1654, 117, 1709]
body-paragraph: beat; 6-3, 6-4; 7-5, 6-2; 6-1, 6-0; 4-6, 6-3, 6-2; 8-6, 6-4; The match was played under fine conditions and the crowd was well entertained by some brilliant strokes from both sides. Play resumed after the luncheon interval with the scoring rate steady and the bowling keen throughout the afternoon session, when the leaders drew away. bbox=[5, 625, 117, 680]
body-paragraph: The match was played under fine conditions and the crowd was well entertained by some brilliant strokes from both sides. Play resumed after the luncheon interval with the scoring rate steady and the bowling keen throughout the afternoon session, when the leaders drew away. bbox=[475, 164, 588, 205]
body-paragraph: The match was played under fine conditions and the crowd was well entertained by some brilliant strokes from both sides. Play resumed after the luncheon interval with the scoring rate steady and the bowling keen throughout the afternoon session, when the leaders drew away. bbox=[122, 133, 234, 175]
body-paragraph: beat; 6-3, 6-4; 7-5, 6-2; 6-1, 6-0; 4-6, 6-3, 6-2; 8-6, 6-4; The match was played under fine conditions and the crowd was well entertained by some brilliant strokes from both sides. Play resumed after the luncheon interval with the scoring rate steady and the bowling keen throughout the afternoon session, when the leaders drew away. bbox=[243, 1099, 350, 1154]
auckland-retains-sub: WINS BY NINE WICKETS bbox=[610, 1481, 680, 1488]
photo-caption: R. W. Rowntree bbox=[513, 448, 551, 454]
body-paragraph: The match was played under fine conditions and the crowd was well entertained by some brilliant strokes from both sides. Play resumed after the luncheon interval with the scoring rate steady and the bowling keen throughout the afternoon session, when the leaders drew away. bbox=[597, 2369, 693, 2423]
body-paragraph: beat; 6-3, 6-4; 7-5, 6-2; 6-1, 6-0; 4-6, 6-3, 6-2; 8-6, 6-4; The match was played under fine conditions and the crowd was well entertained by some brilliant strokes from both sides. Play resumed after the luncheon interval with the scoring rate steady and the bowling keen throughout the afternoon session, when the leaders drew away. bbox=[122, 1359, 234, 1413]
tennis-headline: Down to Semi-Finals bbox=[10, 27, 229, 55]
english-head: ENGLISH EXPERTS GRATIFIED bbox=[602, 1809, 687, 1816]
section-head: TAMAKI HANDICAP bbox=[722, 470, 797, 480]
body-paragraph: beat; 6-3, 6-4; 7-5, 6-2; 6-1, 6-0; 4-6, 6-3, 6-2; 8-6, 6-4; The match was played under fine conditions and the crowd was well entertained by some brilliant strokes from both sides. Play resumed after the luncheon interval with the scoring rate steady and the bowling keen throughout the afternoon session, when the leaders drew away. bbox=[5, 1512, 117, 1566]
body-paragraph: The match was played under fine conditions and the crowd was well entertained by some brilliant strokes from both sides. Play resumed after the luncheon interval with the scoring rate steady and the bowling keen throughout the afternoon session, when the leaders drew away. bbox=[823, 1349, 939, 1389]
body-paragraph: beat; 6-3, 6-4; 7-5, 6-2; 6-1, 6-0; 4-6, 6-3, 6-2; 8-6, 6-4; The match was played under fine conditions and the crowd was well entertained by some brilliant strokes from both sides. Play resumed after the luncheon interval with the scoring rate steady and the bowling keen throughout the afternoon session, when the leaders drew away. bbox=[597, 775, 693, 837]
body-paragraph: The match was played under fine conditions and the crowd was well entertained by some brilliant strokes from both sides. Play resumed after the luncheon interval with the scoring rate steady and the bowling keen throughout the afternoon session, when the leaders drew away. bbox=[243, 1644, 350, 1686]
body-paragraph: beat; 6-3, 6-4; 7-5, 6-2; 6-1, 6-0; 4-6, 6-3, 6-2; 8-6, 6-4; The match was played under fine conditions and the crowd was well entertained by some brilliant strokes from both sides. Play resumed after the luncheon interval with the scoring rate steady and the bowling keen throughout the afternoon session, when the leaders drew away. bbox=[358, 1564, 470, 1618]
body-paragraph: The match was played under fine conditions and the crowd was well entertained by some brilliant strokes from both sides. Play resumed after the luncheon interval with the scoring rate steady and the bowling keen throughout the afternoon session, when the leaders drew away. bbox=[358, 219, 470, 260]
body-paragraph: The match was played under fine conditions and the crowd was well entertained by some brilliant strokes from both sides. Play resumed after the luncheon interval with the scoring rate steady and the bowling keen throughout the afternoon session, when the leaders drew away. bbox=[702, 876, 818, 917]
cricketers-head: ALL CRICKETERS REJOICE bbox=[608, 1818, 682, 1825]
body-paragraph: The match was played under fine conditions and the crowd was well entertained by some brilliant strokes from both sides. Play resumed after the luncheon interval with the scoring rate steady and the bowling keen throughout the afternoon session, when the leaders drew away. bbox=[5, 1131, 117, 1171]
body-paragraph: beat; 6-3, 6-4; 7-5, 6-2; 6-1, 6-0; 4-6, 6-3, 6-2; 8-6, 6-4; The match was played under fine conditions and the crowd was well entertained by some brilliant strokes from both sides. Play resumed after the luncheon interval with the scoring rate steady and the bowling keen throughout the afternoon session, when the leaders drew away. bbox=[702, 1399, 818, 1455]
shipping-body bbox=[243, 1991, 350, 2033]
body-paragraph: The match was played under fine conditions and the crowd was well entertained by some brilliant strokes from both sides. Play resumed after the luncheon interval with the scoring rate steady and the bowling keen throughout the afternoon session, when the leaders drew away. bbox=[122, 1273, 234, 1314]
body-paragraph: The match was played under fine conditions and the crowd was well entertained by some brilliant strokes from both sides. Play resumed after the luncheon interval with the scoring rate steady and the bowling keen throughout the afternoon session, when the leaders drew away. bbox=[243, 81, 350, 122]
body-paragraph: The match was played under fine conditions and the crowd was well entertained by some brilliant strokes from both sides. Play resumed after the luncheon interval with the scoring rate steady and the bowling keen throughout the afternoon session, when the leaders drew away. bbox=[243, 1013, 350, 1054]
tennis-kicker: SPLENDID WOMEN'S DOUBLES bbox=[36, 73, 203, 85]
body-paragraph: The match was played under fine conditions and the crowd was well entertained by some brilliant strokes from both sides. Play resumed after the luncheon interval with the scoring rate steady and the bowling keen throughout the afternoon session, when the leaders drew away. bbox=[5, 1568, 117, 1610]
body-paragraph: The match was played under fine conditions and the crowd was well entertained by some brilliant strokes from both sides. Play resumed after the luncheon interval with the scoring rate steady and the bowling keen throughout the afternoon session, when the leaders drew away. bbox=[5, 835, 117, 876]
body-paragraph: beat; 6-3, 6-4; 7-5, 6-2; 6-1, 6-0; 4-6, 6-3, 6-2; 8-6, 6-4; The match was played under fine conditions and the crowd was well entertained by some brilliant strokes from both sides. Play resumed after the luncheon interval with the scoring rate steady and the bowling keen throughout the afternoon session, when the leaders drew away. bbox=[122, 1643, 234, 1698]
swanson-hall-ad bbox=[597, 2530, 693, 2576]
body-paragraph: The match was played under fine conditions and the crowd was well entertained by some brilliant strokes from both sides. Play resumed after the luncheon interval with the scoring rate steady and the bowling keen throughout the afternoon session, when the leaders drew away. bbox=[597, 1401, 693, 1456]
trots-subhead: Prince Pointer Again bbox=[765, 77, 875, 91]
body-paragraph: The match was played under fine conditions and the crowd was well entertained by some brilliant strokes from both sides. Play resumed after the luncheon interval with the scoring rate steady and the bowling keen throughout the afternoon session, when the leaders drew away. bbox=[5, 977, 117, 1018]
body-paragraph: The match was played under fine conditions and the crowd was well entertained by some brilliant strokes from both sides. Play resumed after the luncheon interval with the scoring rate steady and the bowling keen throughout the afternoon session, when the leaders drew away. bbox=[597, 1225, 693, 1279]
body-paragraph: beat; 6-3, 6-4; 7-5, 6-2; 6-1, 6-0; 4-6, 6-3, 6-2; 8-6, 6-4; The match was played under fine conditions and the crowd was well entertained by some brilliant strokes from both sides. Play resumed after the luncheon interval with the scoring rate steady and the bowling keen throughout the afternoon session, when the leaders drew away. bbox=[475, 1254, 588, 1308]
bowling-subhead: CHRISTMAS BOWLING TOURNAMENT RESUMED bbox=[602, 60, 687, 81]
section-head: Section C bbox=[629, 652, 661, 661]
body-paragraph: The match was played under fine conditions and the crowd was well entertained by some brilliant strokes from both sides. Play resumed after the luncheon interval with the scoring rate steady and the bowling keen throughout the afternoon session, when the leaders drew away. bbox=[358, 1345, 470, 1386]
body-paragraph: The match was played under fine conditions and the crowd was well entertained by some brilliant strokes from both sides. Play resumed after the luncheon interval with the scoring rate steady and the bowling keen throughout the afternoon session, when the leaders drew away. bbox=[358, 1521, 470, 1562]
section-head: ASSOCIATION HANDICAP bbox=[832, 200, 930, 209]
body-paragraph: The match was played under fine conditions and the crowd was well entertained by some brilliant strokes from both sides. Play resumed after the luncheon interval with the scoring rate steady and the bowling keen throughout the afternoon session, when the leaders drew away. bbox=[122, 866, 234, 908]
body-paragraph: beat; 6-3, 6-4; 7-5, 6-2; 6-1, 6-0; 4-6, 6-3, 6-2; 8-6, 6-4; The match was played under fine conditions and the crowd was well entertained by some brilliant strokes from both sides. Play resumed after the luncheon interval with the scoring rate steady and the bowling keen throughout the afternoon session, when the leaders drew away. bbox=[597, 1338, 693, 1399]
body-paragraph: The match was played under fine conditions and the crowd was well entertained by some brilliant strokes from both sides. Play resumed after the luncheon interval with the scoring rate steady and the bowling keen throughout the afternoon session, when the leaders drew away. bbox=[597, 849, 693, 904]
body-paragraph: The match was played under fine conditions and the crowd was well entertained by some brilliant strokes from both sides. Play resumed after the luncheon interval with the scoring rate steady and the bowling keen throughout the afternoon session, when the leaders drew away. bbox=[823, 320, 939, 361]
body-paragraph: The match was played under fine conditions and the crowd was well entertained by some brilliant strokes from both sides. Play resumed after the luncheon interval with the scoring rate steady and the bowling keen throughout the afternoon session, when the leaders drew away. bbox=[702, 285, 818, 325]
body-paragraph: beat; 6-3, 6-4; 7-5, 6-2; 6-1, 6-0; 4-6, 6-3, 6-2; 8-6, 6-4; The match was played under fine conditions and the crowd was well entertained by some brilliant strokes from both sides. Play resumed after the luncheon interval with the scoring rate steady and the bowling keen throughout the afternoon session, when the leaders drew away. bbox=[475, 250, 588, 304]
body-paragraph: beat; 6-3, 6-4; 7-5, 6-2; 6-1, 6-0; 4-6, 6-3, 6-2; 8-6, 6-4; The match was played under fine conditions and the crowd was well entertained by some brilliant strokes from both sides. Play resumed after the luncheon interval with the scoring rate steady and the bowling keen throughout the afternoon session, when the leaders drew away. bbox=[475, 1575, 588, 1629]
body-paragraph: The match was played under fine conditions and the crowd was well entertained by some brilliant strokes from both sides. Play resumed after the luncheon interval with the scoring rate steady and the bowling keen throughout the afternoon session, when the leaders drew away. bbox=[475, 306, 588, 348]
body-paragraph: The match was played under fine conditions and the crowd was well entertained by some brilliant strokes from both sides. Play resumed after the luncheon interval with the scoring rate steady and the bowling keen throughout the afternoon session, when the leaders drew away. bbox=[122, 275, 234, 316]
body-paragraph: The match was played under fine conditions and the crowd was well entertained by some brilliant strokes from both sides. Play resumed after the luncheon interval with the scoring rate steady and the bowling keen throughout the afternoon session, when the leaders drew away. bbox=[823, 156, 939, 198]
body-paragraph: beat; 6-3, 6-4; 7-5, 6-2; 6-1, 6-0; 4-6, 6-3, 6-2; 8-6, 6-4; The match was played under fine conditions and the crowd was well entertained by some brilliant strokes from both sides. Play resumed after the luncheon interval with the scoring rate steady and the bowling keen throughout the afternoon session, when the leaders drew away. bbox=[702, 666, 818, 721]
body-paragraph: The match was played under fine conditions and the crowd was well entertained by some brilliant strokes from both sides. Play resumed after the luncheon interval with the scoring rate steady and the bowling keen throughout the afternoon session, when the leaders drew away. bbox=[122, 682, 234, 722]
body-paragraph: The match was played under fine conditions and the crowd was well entertained by some brilliant strokes from both sides. Play resumed after the luncheon interval with the scoring rate steady and the bowling keen throughout the afternoon session, when the leaders drew away. bbox=[597, 1281, 693, 1336]
body-paragraph: The match was played under fine conditions and the crowd was well entertained by some brilliant strokes from both sides. Play resumed after the luncheon interval with the scoring rate steady and the bowling keen throughout the afternoon session, when the leaders drew away. bbox=[597, 2463, 693, 2518]
body-paragraph: The match was played under fine conditions and the crowd was well entertained by some brilliant strokes from both sides. Play resumed after the luncheon interval with the scoring rate steady and the bowling keen throughout the afternoon session, when the leaders drew away. bbox=[702, 1510, 818, 1551]
body-paragraph: beat; 6-3, 6-4; 7-5, 6-2; 6-1, 6-0; 4-6, 6-3, 6-2; 8-6, 6-4; The match was played under fine conditions and the crowd was well entertained by some brilliant strokes from both sides. Play resumed after the luncheon interval with the scoring rate steady and the bowling keen throughout the afternoon session, when the leaders drew away. bbox=[122, 1205, 234, 1260]
body-paragraph: beat; 6-3, 6-4; 7-5, 6-2; 6-1, 6-0; 4-6, 6-3, 6-2; 8-6, 6-4; The match was played under fine conditions and the crowd was well entertained by some brilliant strokes from both sides. Play resumed after the luncheon interval with the scoring rate steady and the bowling keen throughout the afternoon session, when the leaders drew away. bbox=[243, 310, 350, 364]
body-paragraph: beat; 6-3, 6-4; 7-5, 6-2; 6-1, 6-0; 4-6, 6-3, 6-2; 8-6, 6-4; The match was played under fine conditions and the crowd was well entertained by some brilliant strokes from both sides. Play resumed after the luncheon interval with the scoring rate steady and the bowling keen throughout the afternoon session, when the leaders drew away. bbox=[823, 364, 939, 418]
body-paragraph: The match was played under fine conditions and the crowd was well entertained by some brilliant strokes from both sides. Play resumed after the luncheon interval with the scoring rate steady and the bowling keen throughout the afternoon session, when the leaders drew away. bbox=[475, 1828, 588, 1868]
body-paragraph: beat; 6-3, 6-4; 7-5, 6-2; 6-1, 6-0; 4-6, 6-3, 6-2; 8-6, 6-4; The match was played under fine conditions and the crowd was well entertained by some brilliant strokes from both sides. Play resumed after the luncheon interval with the scoring rate steady and the bowling keen throughout the afternoon session, when the leaders drew away. bbox=[597, 587, 693, 648]
body-paragraph: The match was played under fine conditions and the crowd was well entertained by some brilliant strokes from both sides. Play resumed after the luncheon interval with the scoring rate steady and the bowling keen throughout the afternoon session, when the leaders drew away. bbox=[823, 114, 939, 154]
plate-field-head: PLATE FIELD bbox=[258, 1202, 336, 1216]
late-shipping-head: LATE SHIPPING bbox=[254, 1976, 339, 1989]
isolated-head: INSTITUTE ISOLATED bbox=[846, 1462, 916, 1471]
body-paragraph: beat; 6-3, 6-4; 7-5, 6-2; 6-1, 6-0; 4-6, 6-3, 6-2; 8-6, 6-4; The match was played under fine conditions and the crowd was well entertained by some brilliant strokes from both sides. Play resumed after the luncheon interval with the scoring rate steady and the bowling keen throughout the afternoon session, when the leaders drew away. bbox=[122, 1501, 234, 1555]
body-paragraph: The match was played under fine conditions and the crowd was well entertained by some brilliant strokes from both sides. Play resumed after the luncheon interval with the scoring rate steady and the bowling keen throughout the afternoon session, when the leaders drew away. bbox=[243, 1155, 350, 1196]
body-paragraph: beat; 6-3, 6-4; 7-5, 6-2; 6-1, 6-0; 4-6, 6-3, 6-2; 8-6, 6-4; The match was played under fine conditions and the crowd was well entertained by some brilliant strokes from both sides. Play resumed after the luncheon interval with the scoring rate steady and the bowling keen throughout the afternoon session, when the leaders drew away. bbox=[243, 1588, 350, 1643]
body-paragraph: beat; 6-3, 6-4; 7-5, 6-2; 6-1, 6-0; 4-6, 6-3, 6-2; 8-6, 6-4; The match was played under fine conditions and the crowd was well entertained by some brilliant strokes from both sides. Play resumed after the luncheon interval with the scoring rate steady and the bowling keen throughout the afternoon session, when the leaders drew away. bbox=[597, 2306, 693, 2367]
body-paragraph: The match was played under fine conditions and the crowd was well entertained by some brilliant strokes from both sides. Play resumed after the luncheon interval with the scoring rate steady and the bowling keen throughout the afternoon session, when the leaders drew away. bbox=[243, 1427, 350, 1468]
body-paragraph: beat; 6-3, 6-4; 7-5, 6-2; 6-1, 6-0; 4-6, 6-3, 6-2; 8-6, 6-4; The match was played under fine conditions and the crowd was well entertained by some brilliant strokes from both sides. Play resumed after the luncheon interval with the scoring rate steady and the bowling keen throughout the afternoon session, when the leaders drew away. bbox=[5, 767, 117, 822]
body-paragraph: The match was played under fine conditions and the crowd was well entertained by some brilliant strokes from both sides. Play resumed after the luncheon interval with the scoring rate steady and the bowling keen throughout the afternoon session, when the leaders drew away. bbox=[358, 1621, 470, 1661]
body-paragraph: beat; 6-3, 6-4; 7-5, 6-2; 6-1, 6-0; 4-6, 6-3, 6-2; 8-6, 6-4; The match was played under fine conditions and the crowd was well entertained by some brilliant strokes from both sides. Play resumed after the luncheon interval with the scoring rate steady and the bowling keen throughout the afternoon session, when the leaders drew away. bbox=[702, 1695, 818, 1750]
body-paragraph: The match was played under fine conditions and the crowd was well entertained by some brilliant strokes from both sides. Play resumed after the luncheon interval with the scoring rate steady and the bowling keen throughout the afternoon session, when the leaders drew away. bbox=[5, 1426, 117, 1467]
late-ads-head: LATE ADVERTISEMENTS bbox=[597, 2429, 698, 2452]
body-paragraph: beat; 6-3, 6-4; 7-5, 6-2; 6-1, 6-0; 4-6, 6-3, 6-2; 8-6, 6-4; The match was played under fine conditions and the crowd was well entertained by some brilliant strokes from both sides. Play resumed after the luncheon interval with the scoring rate steady and the bowling keen throughout the afternoon session, when the leaders drew away. bbox=[702, 1838, 818, 1892]
body-paragraph: The match was played under fine conditions and the crowd was well entertained by some brilliant strokes from both sides. Play resumed after the luncheon interval with the scoring rate steady and the bowling keen throughout the afternoon session, when the leaders drew away. bbox=[5, 877, 117, 919]
body-paragraph: The match was played under fine conditions and the crowd was well entertained by some brilliant strokes from both sides. Play resumed after the luncheon interval with the scoring rate steady and the bowling keen throughout the afternoon session, when the leaders drew away. bbox=[702, 1652, 818, 1694]
body-paragraph: beat; 6-3, 6-4; 7-5, 6-2; 6-1, 6-0; 4-6, 6-3, 6-2; 8-6, 6-4; The match was played under fine conditions and the crowd was well entertained by some brilliant strokes from both sides. Play resumed after the luncheon interval with the scoring rate steady and the bowling keen throughout the afternoon session, when the leaders drew away. bbox=[122, 176, 234, 231]
cricket-subhead: Will To Win Third Test bbox=[397, 77, 548, 94]
body-paragraph: The match was played under fine conditions and the crowd was well entertained by some brilliant strokes from both sides. Play resumed after the luncheon interval with the scoring rate steady and the bowling keen throughout the afternoon session, when the leaders drew away. bbox=[475, 926, 588, 967]
fashions-notice: FASHIONS at Epsom are published on page 16 of this issue. bbox=[243, 2034, 350, 2053]
body-paragraph: The match was played under fine conditions and the crowd was well entertained by some brilliant strokes from both sides. Play resumed after the luncheon interval with the scoring rate steady and the bowling keen throughout the afternoon session, when the leaders drew away. bbox=[702, 722, 818, 764]
body-paragraph: beat; 6-3, 6-4; 7-5, 6-2; 6-1, 6-0; 4-6, 6-3, 6-2; 8-6, 6-4; The match was played under fine conditions and the crowd was well entertained by some brilliant strokes from both sides. Play resumed after the luncheon interval with the scoring rate steady and the bowling keen throughout the afternoon session, when the leaders drew away. bbox=[122, 1063, 234, 1118]
body-paragraph: The match was played under fine conditions and the crowd was well entertained by some brilliant strokes from both sides. Play resumed after the luncheon interval with the scoring rate steady and the bowling keen throughout the afternoon session, when the leaders drew away. bbox=[358, 799, 470, 840]
body-paragraph: The match was played under fine conditions and the crowd was well entertained by some brilliant strokes from both sides. Play resumed after the luncheon interval with the scoring rate steady and the bowling keen throughout the afternoon session, when the leaders drew away. bbox=[702, 142, 818, 183]
body-paragraph: The match was played under fine conditions and the crowd was well entertained by some brilliant strokes from both sides. Play resumed after the luncheon interval with the scoring rate steady and the bowling keen throughout the afternoon session, when the leaders drew away. bbox=[475, 1167, 588, 1209]
body-paragraph: beat; 6-3, 6-4; 7-5, 6-2; 6-1, 6-0; 4-6, 6-3, 6-2; 8-6, 6-4; The match was played under fine conditions and the crowd was well entertained by some brilliant strokes from both sides. Play resumed after the luncheon interval with the scoring rate steady and the bowling keen throughout the afternoon session, when the leaders drew away. bbox=[597, 212, 693, 274]
body-paragraph: The match was played under fine conditions and the crowd was well entertained by some brilliant strokes from both sides. Play resumed after the luncheon interval with the scoring rate steady and the bowling keen throughout the afternoon session, when the leaders drew away. bbox=[5, 1611, 117, 1652]
body-paragraph: The match was played under fine conditions and the crowd was well entertained by some brilliant strokes from both sides. Play resumed after the luncheon interval with the scoring rate steady and the bowling keen throughout the afternoon session, when the leaders drew away. bbox=[122, 571, 234, 612]
body-paragraph: The match was played under fine conditions and the crowd was well entertained by some brilliant strokes from both sides. Play resumed after the luncheon interval with the scoring rate steady and the bowling keen throughout the afternoon session, when the leaders drew away. bbox=[243, 1384, 350, 1426]
alarm-head: ALARM AT WAIKERIA bbox=[844, 1152, 918, 1160]
body-paragraph: The match was played under fine conditions and the crowd was well entertained by some brilliant strokes from both sides. Play resumed after the luncheon interval with the scoring rate steady and the bowling keen throughout the afternoon session, when the leaders drew away. bbox=[823, 1473, 939, 1514]
